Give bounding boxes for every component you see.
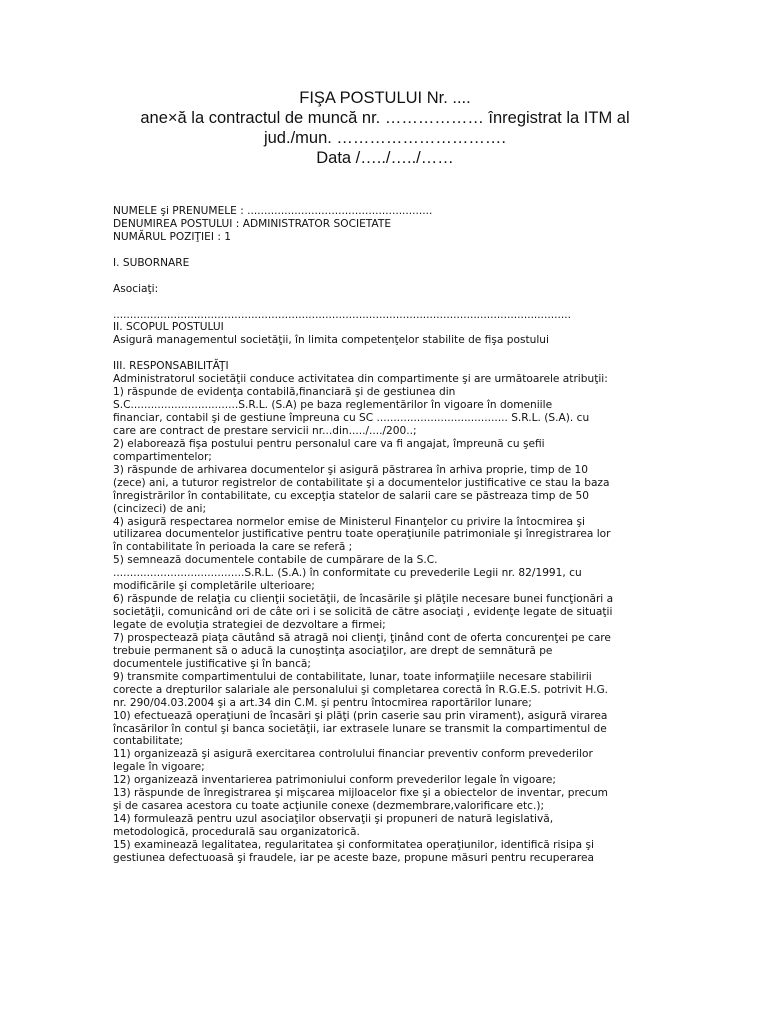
date-line: Data /…../…../…… (316, 149, 454, 167)
responsibility-line: 9) transmite compartimentului de contabilitate, lunar, toate informaţiile necesare stabilirii (113, 670, 592, 683)
responsibility-line: şi de casarea acestora cu toate acţiunile conexe (dezmembrare,valorificare etc.); (113, 800, 545, 813)
responsibility-line: 7) prospectează piaţa căutând să atragă noi clienţi, ţinând cont de oferta concurenţei pe care (113, 631, 611, 644)
responsibility-line: legate de evoluţia strategiei de dezvoltare a firmei; (113, 619, 386, 631)
section-2-heading: II. SCOPUL POSTULUI (113, 321, 224, 334)
spacer (113, 347, 673, 360)
spacer (113, 244, 673, 257)
responsibility-line: corecte a drepturilor salariale ale personalului şi completarea corectă în R.G.E.S. potrivit H.G. (113, 683, 609, 696)
responsibility-line: nr. 290/04.03.2004 şi a art.34 din C.M. şi pentru întocmirea raportărilor lunare; (113, 696, 532, 709)
responsibility-line: modificările şi completările ulterioare; (113, 580, 315, 593)
responsibility-line: 6) răspunde de relaţia cu clienţii societăţii, de încasările şi plăţile necesare bunei funcţionări a (113, 593, 614, 606)
responsibility-line: 3) răspunde de arhivarea documentelor şi asigură păstrarea în arhiva proprie, timp de 10 (113, 463, 589, 476)
position-number-field: NUMĂRUL POZIŢIEI : 1 (113, 230, 232, 243)
annex-line: ane×ă la contractul de muncă nr. ……………… înregistrat la ITM al (140, 109, 630, 127)
responsibility-line: 1) răspunde de evidenţa contabilă,financiară şi de gestiunea din (113, 386, 456, 399)
responsibility-line: utilizarea documentelor justificative pentru toate operaţiunile patrimoniale şi înregistrarea lor (113, 528, 611, 541)
responsibility-line: încasărilor în contul şi banca societăţii, iar extrasele lunare se transmit la compartimentul de (113, 722, 607, 735)
responsibility-line: documentele justificative şi în bancă; (113, 657, 311, 670)
spacer (113, 296, 673, 309)
associates-dotted-line: ........................................................................................................................................ (113, 308, 571, 321)
associates-label: Asociaţi: (113, 282, 159, 295)
responsibility-line: societăţii, comunicând ori de câte ori i se solicită de către asociaţi , evidenţe legate de situaţii (113, 606, 613, 619)
responsibility-line: contabilitate; (113, 735, 184, 748)
responsibility-line: Administratorul societăţii conduce activitatea din compartimente şi are următoarele atribuţii: (113, 373, 608, 386)
responsibility-line: metodologică, procedurală sau organizatorică. (113, 826, 360, 838)
responsibility-line: 10) efectuează operaţiuni de încasări şi plăţi (prin caserie sau prin virament), asigură virarea (113, 709, 608, 722)
name-field: NUMELE şi PRENUMELE : ....................................................... (113, 205, 433, 217)
responsibility-line: 5) semnează documentele contabile de cumpărare de la S.C. (113, 554, 438, 567)
responsibility-line: (zece) ani, a tuturor registrelor de contabilitate şi a documentelor justificative ce stau la baza (113, 476, 610, 489)
document-title: FIŞA POSTULUI Nr. .... (299, 89, 471, 107)
responsibility-line: 4) asigură respectarea normelor emise de Ministerul Finanţelor cu privire la întocmirea şi (113, 515, 585, 528)
post-field: DENUMIREA POSTULUI : ADMINISTRATOR SOCIETATE (113, 217, 392, 230)
responsibility-line: 15) examinează legalitatea, regularitatea şi conformitatea operaţiunilor, identifică risipa şi (113, 838, 594, 851)
responsibility-line: S.C................................S.R.L. (S.A) pe baza reglementărilor în vigoare în domeniile (113, 399, 553, 412)
responsibility-line: 12) organizează inventarierea patrimoniului conform prevederilor legale în vigoare; (113, 774, 557, 787)
responsibility-line: înregistrărilor în contabilitate, cu excepţia statelor de salarii care se păstreaza timp de 50 (113, 489, 589, 502)
responsibility-line: în contabilitate în perioada la care se referă ; (113, 541, 353, 554)
document-body (113, 205, 673, 865)
responsibility-line: 2) elaborează fişa postului pentru personalul care va fi angajat, împreună cu şefii (113, 437, 545, 450)
responsibility-line: legale în vigoare; (113, 761, 205, 774)
document-header (100, 88, 670, 168)
county-line: jud./mun. …………………………. (263, 129, 507, 147)
section-2-text: Asigură managementul societăţii, în limita competenţelor stabilite de fişa postului (113, 334, 549, 347)
responsibility-line: compartimentelor; (113, 450, 212, 463)
responsibility-line: 14) formulează pentru uzul asociaţilor observaţii şi propuneri de natură legislativă, (113, 813, 554, 826)
responsibility-line: 11) organizează şi asigură exercitarea controlului financiar preventiv conform prevederilor (113, 748, 593, 761)
spacer (113, 270, 673, 283)
responsibility-line: care are contract de prestare servicii nr...din...../..../200..; (113, 424, 417, 437)
responsibility-line: gestiunea defectuoasă şi fraudele, iar pe aceste baze, propune măsuri pentru recuperarea (113, 851, 594, 864)
responsibility-line: (cincizeci) de ani; (113, 502, 207, 515)
section-3-heading: III. RESPONSABILITĂŢI (113, 360, 229, 373)
responsibility-line: .......................................S.R.L. (S.A.) în conformitate cu prevederile Legii nr. 82/1991, cu (113, 567, 582, 580)
responsibilities-list (113, 373, 673, 865)
responsibility-line: financiar, contabil şi de gestiune împreuna cu SC ....................................... S.R.L. (S.A). cu (113, 412, 590, 424)
responsibility-line: 13) răspunde de înregistrarea şi mişcarea mijloacelor fixe şi a obiectelor de inventar, precum (113, 787, 608, 800)
section-1-heading: I. SUBORNARE (113, 256, 190, 269)
responsibility-line: trebuie permanent să o aducă la cunoştinţa asociaţilor, are drept de semnătură pe (113, 644, 553, 657)
